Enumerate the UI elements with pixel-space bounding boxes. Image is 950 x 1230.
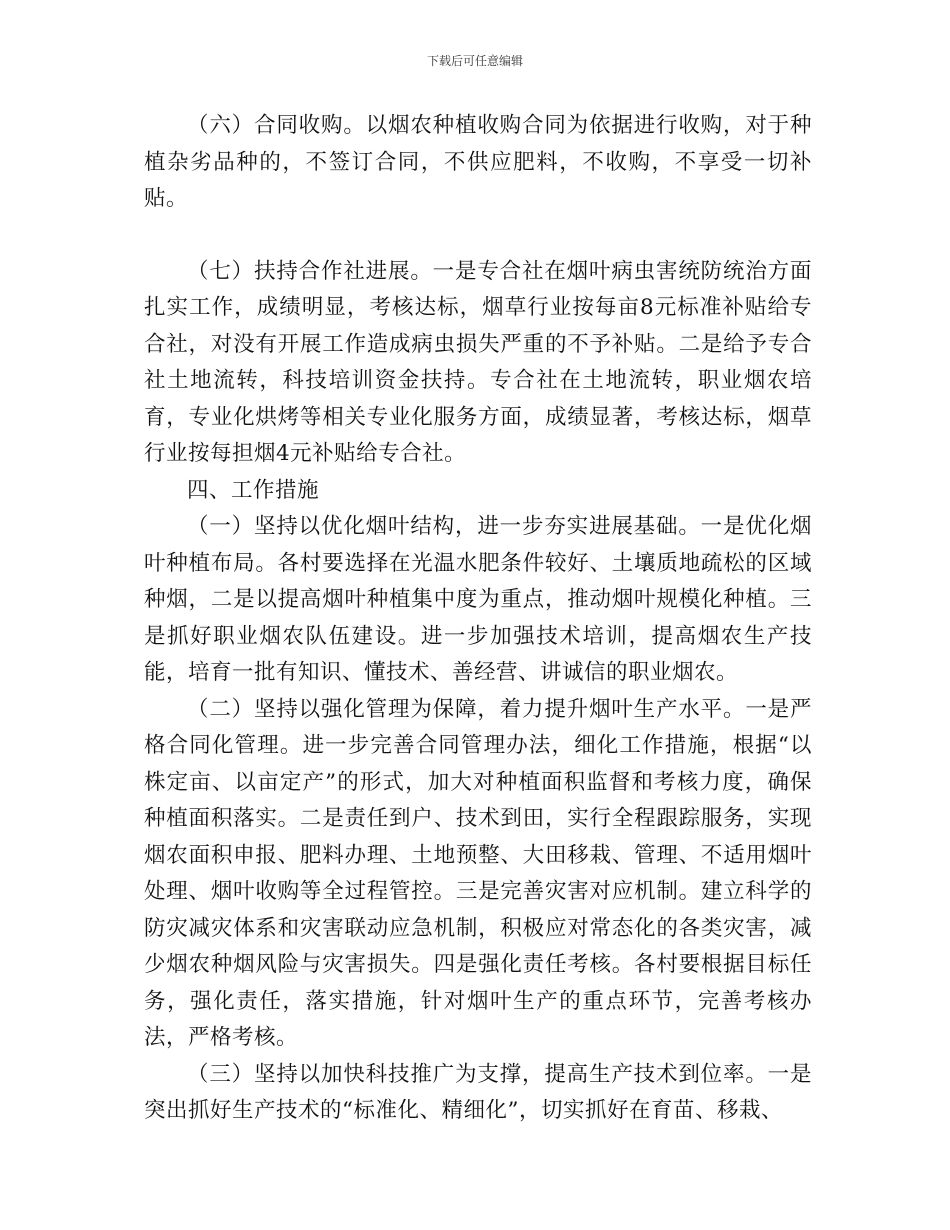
paragraph-measure-two: （二）坚持以强化管理为保障，着力提升烟叶生产水平。一是严格合同化管理。进一步完善合同管理办法，细化工作措施，根据“以株定亩、以亩定产”的形式，加大对种植面积监督和考核力度，确保种植面积落实。二是责任到户、技术到田，实行全程跟踪服务，实现烟农面积申报、肥料办理、土地预整、大田移栽、管理、不适用烟叶处理、烟叶收购等全过程管控。三是完善灾害对应机制。建立科学的防灾减灾体系和灾害联动应急机制，积极应对常态化的各类灾害，减少烟农种烟风险与灾害损失。四是强化责任考核。各村要根据目标任务，强化责任，落实措施，针对烟叶生产的重点环节，完善考核办法，严格考核。	[144, 696, 812, 1050]
paragraph-measure-three: （三）坚持以加快科技推广为支撑，提高生产技术到位率。一是突出抓好生产技术的“标准化、精细化”，切实抓好在育苗、移栽、	[144, 1061, 812, 1123]
paragraph-spacer	[144, 218, 812, 254]
paragraph-measure-one: （一）坚持以优化烟叶结构，进一步夯实进展基础。一是优化烟叶种植布局。各村要选择在光温水肥条件较好、土壤质地疏松的区域种烟，二是以提高烟叶种植集中度为重点，推动烟叶规模化种植。三是抓好职业烟农队伍建设。进一步加强技术培训，提高烟农生产技能，培育一批有知识、懂技术、善经营、讲诚信的职业烟农。	[144, 514, 812, 685]
document-body	[144, 108, 812, 1130]
page-header: 下载后可任意编辑	[426, 54, 523, 68]
paragraph-contract-purchase: （六）合同收购。以烟农种植收购合同为依据进行收购，对于种植杂劣品种的，不签订合同，不供应肥料，不收购，不享受一切补贴。	[144, 113, 812, 211]
section-heading-work-measures: 四、工作措施	[187, 477, 320, 503]
paragraph-cooperative-support: （七）扶持合作社进展。一是专合社在烟叶病虫害统防统治方面扎实工作，成绩明显，考核达标，烟草行业按每亩8元标准补贴给专合社，对没有开展工作造成病虫损失严重的不予补贴。二是给予专合社土地流转，科技培训资金扶持。专合社在土地流转，职业烟农培育，专业化烘烤等相关专业化服务方面，成绩显著，考核达标，烟草行业按每担烟4元补贴给专合社。	[144, 258, 812, 466]
